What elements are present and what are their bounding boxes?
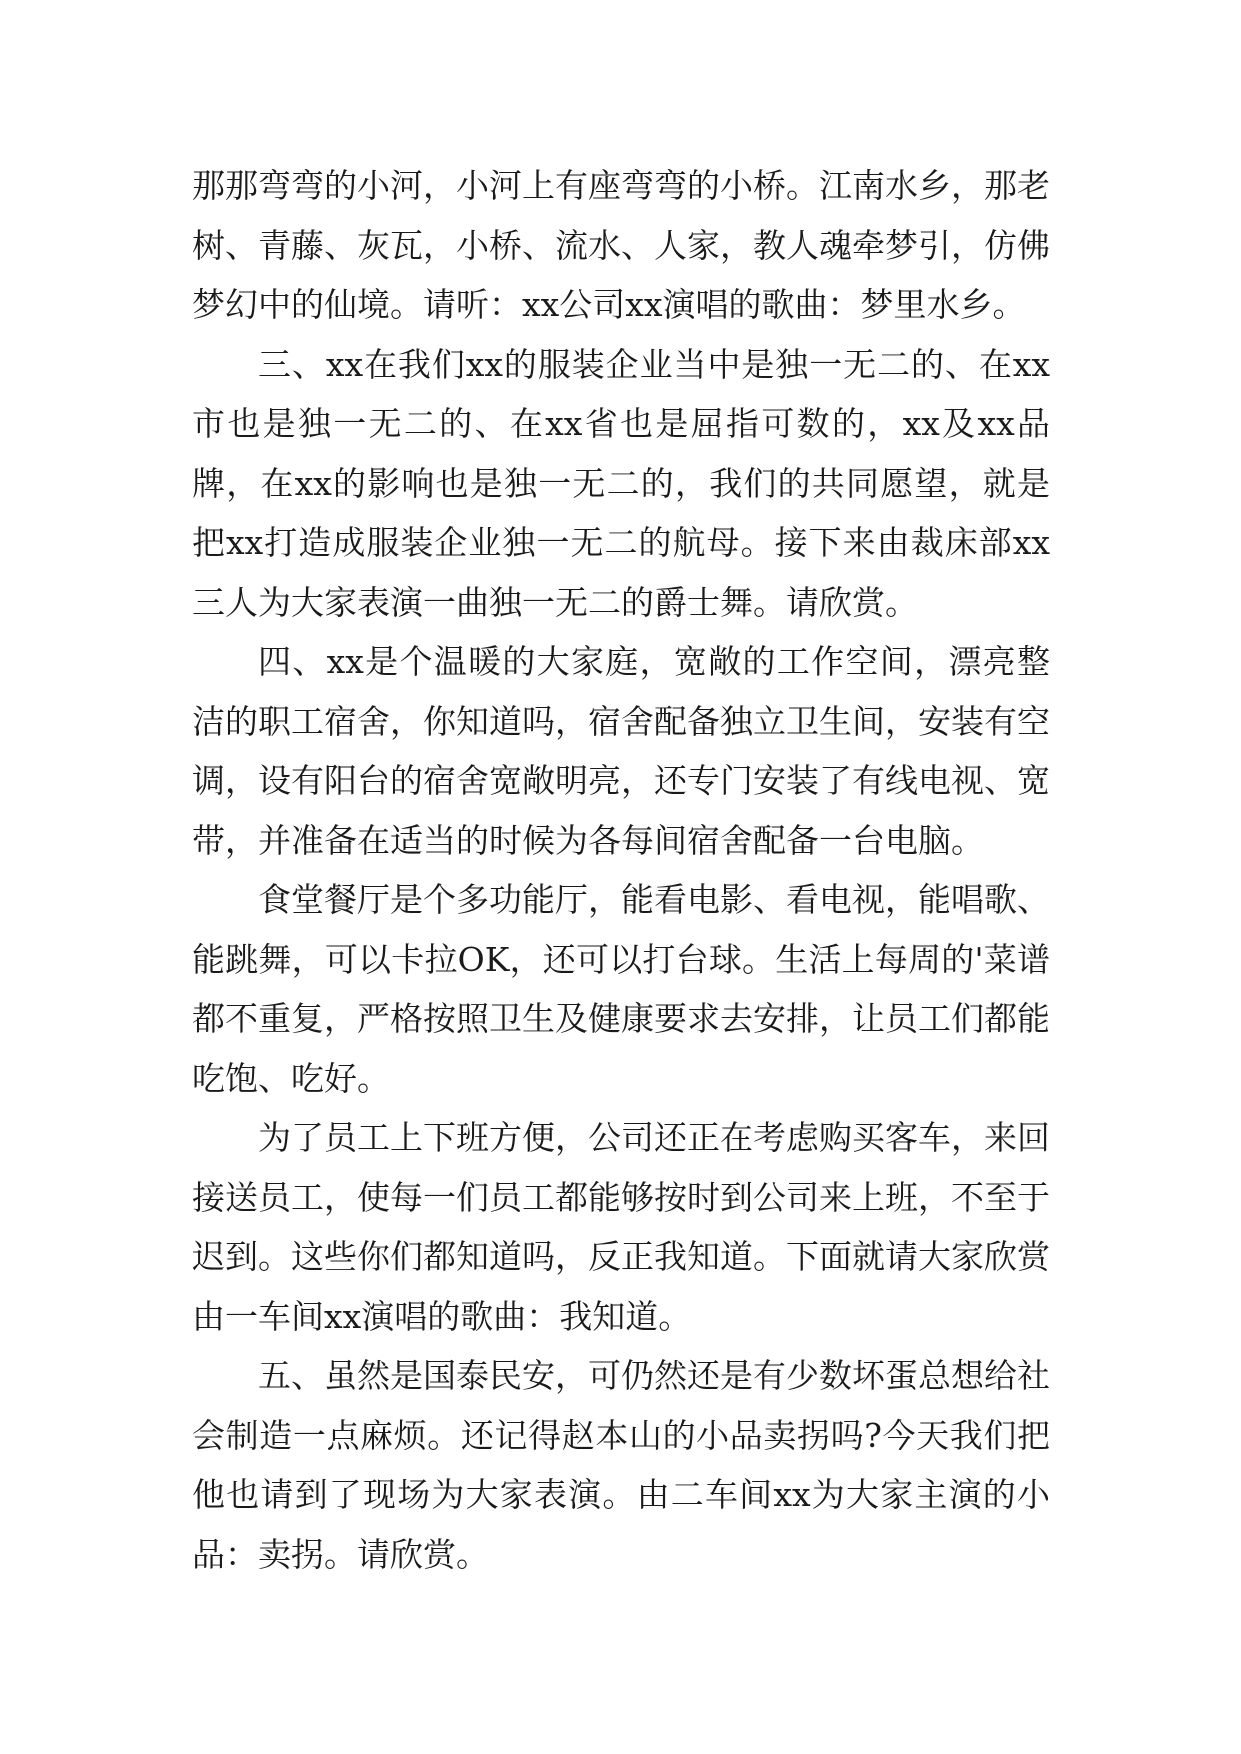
paragraph-section-three: 三、xx在我们xx的服装企业当中是独一无二的、在xx市也是独一无二的、在xx省也是屈指可数的，xx及xx品牌，在xx的影响也是独一无二的，我们的共同愿望，就是把xx打造成服装企业独一无二的航母。接下来由裁床部xx三人为大家表演一曲独一无二的爵士舞。请欣赏。 bbox=[192, 344, 1050, 622]
paragraph-continuation: 那那弯弯的小河，小河上有座弯弯的小桥。江南水乡，那老树、青藤、灰瓦，小桥、流水、人家，教人魂牵梦引，仿佛梦幻中的仙境。请听：xx公司xx演唱的歌曲：梦里水乡。 bbox=[192, 166, 1050, 324]
paragraph-canteen: 食堂餐厅是个多功能厅，能看电影、看电视，能唱歌、能跳舞，可以卡拉OK，还可以打台球。生活上每周的'菜谱都不重复，严格按照卫生及健康要求去安排，让员工们都能吃饱、吃好。 bbox=[192, 880, 1050, 1098]
paragraph-section-five: 五、虽然是国泰民安，可仍然还是有少数坏蛋总想给社会制造一点麻烦。还记得赵本山的小品卖拐吗?今天我们把他也请到了现场为大家表演。由二车间xx为大家主演的小品：卖拐。请欣赏。 bbox=[192, 1356, 1050, 1574]
document-body bbox=[192, 156, 1050, 1584]
paragraph-commute: 为了员工上下班方便，公司还正在考虑购买客车，来回接送员工，使每一们员工都能够按时到公司来上班，不至于迟到。这些你们都知道吗，反正我知道。下面就请大家欣赏由一车间xx演唱的歌曲：我知道。 bbox=[192, 1118, 1050, 1336]
paragraph-section-four: 四、xx是个温暖的大家庭，宽敞的工作空间，漂亮整洁的职工宿舍，你知道吗，宿舍配备独立卫生间，安装有空调，设有阳台的宿舍宽敞明亮，还专门安装了有线电视、宽带，并准备在适当的时候为各每间宿舍配备一台电脑。 bbox=[192, 642, 1050, 860]
